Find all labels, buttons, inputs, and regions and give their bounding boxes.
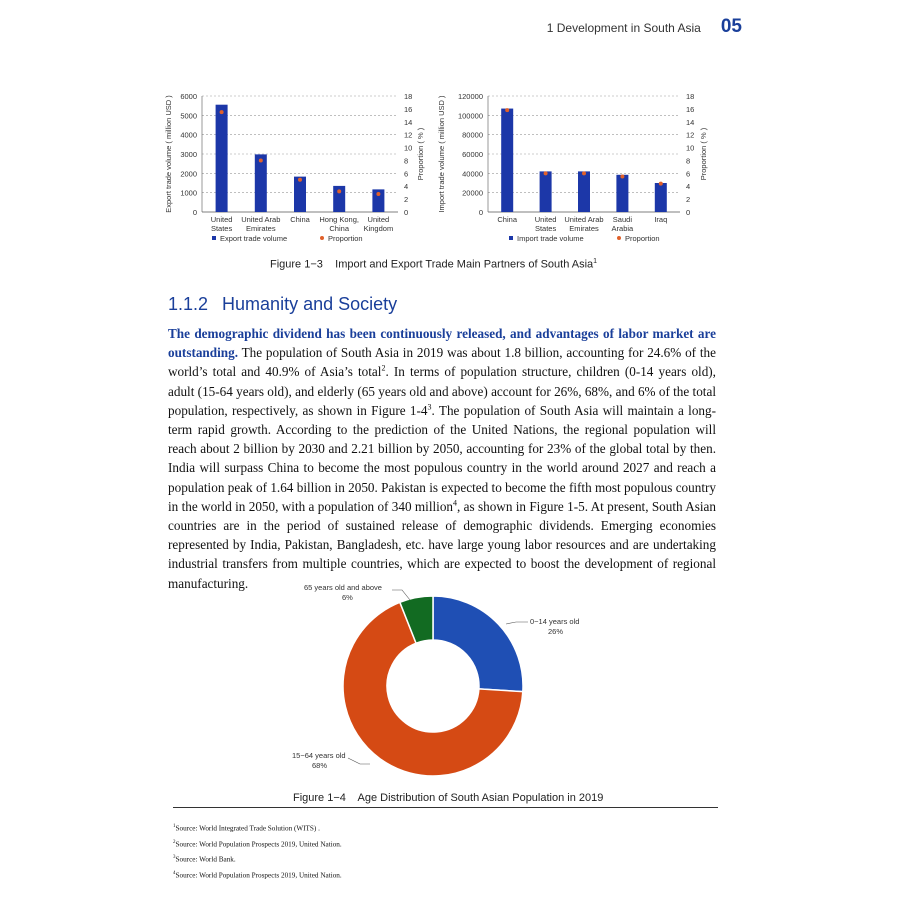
y-right-tick-label: 2 [686, 195, 691, 205]
proportion-marker [259, 158, 263, 162]
x-tick-label: United Arab [241, 215, 281, 224]
x-tick-label: Saudi [612, 215, 632, 224]
y-right-axis-label: Proportion ( % ) [416, 127, 425, 181]
y-tick-label: 80000 [462, 130, 483, 140]
y-right-tick-label: 18 [404, 92, 413, 101]
x-tick-label: Emirates [569, 224, 599, 233]
x-tick-label: Arabia [611, 224, 634, 233]
footnote-marker: 4 [173, 870, 176, 876]
y-right-tick-label: 12 [686, 130, 695, 140]
x-tick-label: China [290, 215, 310, 224]
y-right-tick-label: 8 [404, 156, 409, 166]
y-tick-label: 60000 [462, 150, 483, 159]
y-right-tick-label: 14 [686, 117, 695, 127]
footnote [173, 820, 342, 836]
footnotes [173, 820, 342, 882]
y-tick-label: 5000 [180, 111, 197, 121]
y-right-tick-label: 2 [404, 195, 409, 205]
export-trade-chart [160, 86, 430, 251]
legend-swatch-bar [212, 236, 216, 240]
proportion-marker [659, 182, 663, 186]
footnote-marker: 2 [173, 839, 176, 845]
proportion-marker [544, 171, 548, 175]
y-right-tick-label: 14 [404, 117, 413, 127]
y-right-tick-label: 18 [686, 92, 695, 101]
figure-1-4-title: Age Distribution of South Asian Population in 2019 [357, 792, 604, 804]
y-right-tick-label: 4 [686, 182, 691, 192]
paragraph-part-2: . In terms of population structure, children (0-14 years old), adult (15-64 years old), and elderly (65 years old and above) account for 26%, 68%, and 6% of the total population, respectively, as shown in Figure 1-4 [168, 364, 716, 418]
footnote-text: Source: World Integrated Trade Solution (WITS) . [175, 824, 320, 833]
x-tick-label: China [329, 224, 350, 233]
bar [616, 175, 628, 212]
footnote-ref-4[interactable]: 4 [453, 498, 458, 508]
y-right-tick-label: 16 [404, 104, 413, 114]
figure-1-3-title: Import and Export Trade Main Partners of South Asia [335, 258, 594, 271]
y-tick-label: 20000 [462, 188, 483, 198]
x-tick-label: United [534, 215, 557, 224]
footnote-marker: 1 [173, 824, 176, 829]
pie-label: 0−14 years old [530, 617, 580, 626]
y-tick-label: 120000 [457, 92, 483, 101]
y-right-tick-label: 6 [686, 169, 691, 179]
x-tick-label: Emirates [246, 224, 276, 233]
footnote-text: Source: World Population Prospects 2019, United Nation. [175, 871, 342, 880]
paragraph-part-3: . The population of South Asia will maintain a long-term rapid growth. According to the prediction of the United Nations, the regional population will reach about 2 billion by 2030 and 2.21 billion by 2050, accounting for 23% of the global total by then. India will surpass China to become the most populous country in the world around 2027 and reach a population peak of 1.64 billion in 2050. Pakistan is expected to become the fifth most populous country in the world in 2050, with a population of 340 million [168, 402, 716, 514]
x-tick-label: States [210, 224, 233, 233]
section-title: Humanity and Society [222, 294, 398, 314]
section-number: 1.1.2 [168, 294, 209, 314]
y-axis-label: Import trade volume ( million USD ) [437, 95, 446, 213]
pie-value-label: 6% [342, 593, 353, 602]
bar [655, 183, 667, 212]
x-tick-label: Kingdom [363, 224, 394, 233]
y-tick-label: 100000 [457, 111, 483, 121]
y-tick-label: 0 [478, 208, 483, 217]
proportion-marker [620, 175, 624, 179]
proportion-marker [220, 110, 224, 114]
figure-1-3-caption [270, 258, 597, 271]
footnote [173, 836, 342, 852]
y-tick-label: 0 [192, 208, 197, 217]
figure-1-4-label: Figure 1−4 [293, 792, 346, 804]
footnote [173, 867, 342, 883]
body-paragraph [168, 324, 716, 593]
bar [540, 171, 552, 212]
figure-1-3-sup: 1 [593, 258, 598, 265]
legend-swatch-bar [509, 236, 513, 240]
legend-swatch-marker [320, 236, 324, 240]
legend-label: Import trade volume [517, 234, 584, 243]
y-right-tick-label: 6 [404, 169, 409, 179]
x-tick-label: Iraq [654, 215, 668, 224]
age-distribution-chart [280, 578, 620, 786]
proportion-marker [582, 171, 586, 175]
y-right-tick-label: 0 [404, 208, 409, 217]
paragraph-part-1: The population of South Asia in 2019 was about 1.8 billion, accounting for 24.6% of the world’s total and 40.9% of Asia’s total [168, 345, 716, 380]
y-right-tick-label: 16 [686, 104, 695, 114]
footnote-divider [173, 807, 718, 808]
pie-slice [433, 596, 523, 692]
leader-line [392, 590, 410, 600]
x-tick-label: United Arab [564, 215, 604, 224]
footnote-ref-2[interactable]: 2 [381, 364, 386, 374]
leader-line [348, 758, 370, 764]
bar [255, 154, 267, 212]
pie-value-label: 26% [548, 627, 564, 636]
page-header [547, 16, 742, 38]
y-tick-label: 3000 [180, 150, 197, 159]
y-tick-label: 2000 [180, 169, 197, 179]
footnote-text: Source: World Population Prospects 2019, United Nation. [175, 839, 342, 848]
y-right-tick-label: 10 [686, 143, 695, 153]
import-trade-chart [434, 86, 724, 251]
pie-label: 15−64 years old [292, 751, 346, 760]
x-tick-label: China [497, 215, 518, 224]
section-heading [168, 294, 397, 315]
pie-label: 65 years old and above [304, 583, 382, 592]
footnote-marker: 3 [173, 855, 176, 861]
legend-label: Export trade volume [220, 234, 288, 243]
x-tick-label: States [534, 224, 557, 233]
legend-swatch-marker [617, 236, 621, 240]
proportion-marker [376, 192, 380, 196]
figure-1-3-label: Figure 1−3 [270, 258, 323, 271]
bar [294, 177, 306, 212]
footnote-text: Source: World Bank. [175, 855, 236, 864]
leader-line [506, 622, 528, 624]
y-right-tick-label: 8 [686, 156, 691, 166]
page-number: 05 [720, 16, 742, 37]
legend-label: Proportion [625, 234, 660, 243]
legend-label: Proportion [328, 234, 363, 243]
x-tick-label: Hong Kong, [319, 215, 360, 224]
paragraph-part-4: , as shown in Figure 1-5. At present, South Asian countries are in the period of sustained release of demographic dividends. Emerging economies represented by India, Pakistan, Bangladesh, etc. have large young labor resources and are undertaking industrial transfers from multiple countries, which are expected to boost the development of regional manufacturing. [168, 498, 716, 591]
y-right-tick-label: 0 [686, 208, 691, 217]
y-right-axis-label: Proportion ( % ) [699, 127, 708, 181]
x-tick-label: United [367, 215, 390, 224]
lead-sentence: The demographic dividend has been continuously released, and advantages of labor market are outstanding. [168, 326, 716, 361]
y-right-tick-label: 10 [404, 143, 413, 153]
footnote [173, 851, 342, 867]
y-right-tick-label: 4 [404, 182, 409, 192]
y-tick-label: 4000 [180, 130, 197, 140]
footnote-ref-3[interactable]: 3 [427, 402, 432, 412]
bar [501, 109, 513, 212]
pie-value-label: 68% [312, 761, 328, 770]
y-right-tick-label: 12 [404, 130, 413, 140]
bar [216, 105, 228, 212]
chapter-title: 1 Development in South Asia [546, 21, 701, 35]
y-tick-label: 6000 [180, 92, 197, 101]
y-tick-label: 1000 [180, 188, 197, 198]
bar [578, 171, 590, 212]
proportion-marker [337, 189, 341, 193]
proportion-marker [298, 178, 302, 182]
x-tick-label: United [210, 215, 233, 224]
y-axis-label: Export trade volume ( million USD ) [164, 95, 173, 213]
y-tick-label: 40000 [462, 169, 483, 179]
figure-1-4-caption [293, 792, 603, 804]
proportion-marker [505, 108, 509, 112]
